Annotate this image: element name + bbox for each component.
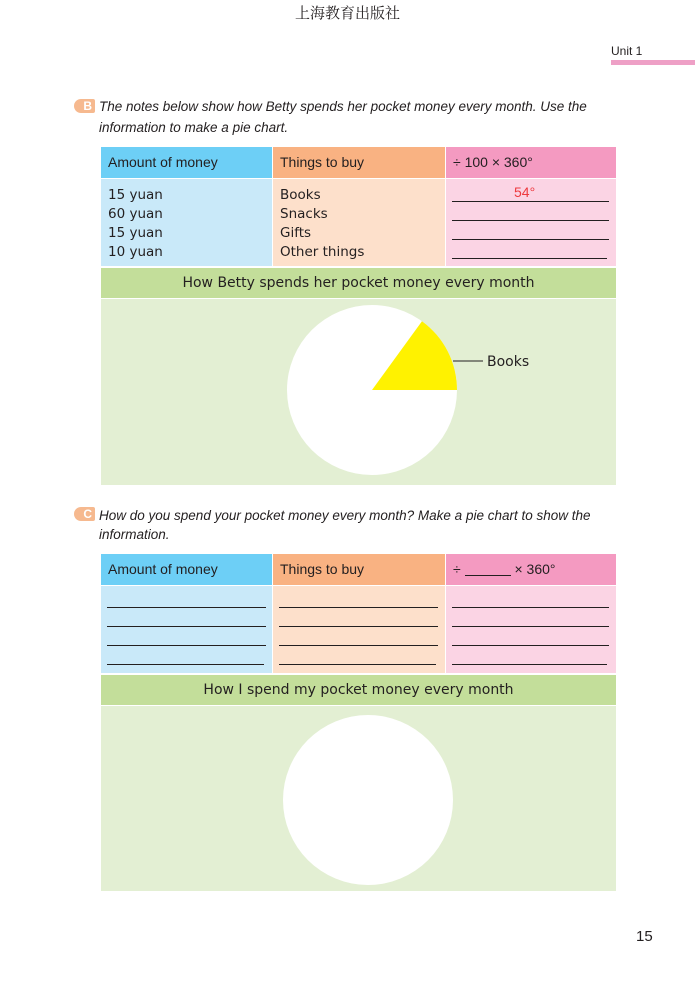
blank-line[interactable]: [279, 607, 438, 608]
blank-line[interactable]: [107, 626, 266, 627]
pie-chart-b: [101, 299, 616, 485]
answer-column: [446, 586, 616, 673]
divisor-blank[interactable]: [465, 561, 511, 576]
pie-c-circle[interactable]: [283, 715, 453, 885]
answer-line[interactable]: [452, 220, 609, 221]
page-number: 15: [636, 928, 653, 945]
formula-prefix: ÷: [453, 561, 461, 577]
amount-value: 60 yuan: [108, 206, 163, 222]
blank-line[interactable]: [279, 664, 436, 665]
chart-b-title: How Betty spends her pocket money every month: [101, 268, 616, 298]
thing-value: Other things: [280, 244, 365, 260]
amount-column: [101, 179, 272, 266]
publisher-name: 上海教育出版社: [294, 4, 400, 22]
section-b-instruction-line1: The notes below show how Betty spends her pocket money every month. Use the: [99, 99, 587, 114]
chart-c-title: How I spend my pocket money every month: [101, 675, 616, 705]
answer-value: 54°: [514, 184, 536, 200]
things-header: Things to buy: [273, 147, 445, 178]
slice-label-books: Books: [487, 354, 530, 370]
amount-header: Amount of money: [101, 554, 272, 585]
formula-suffix: × 360°: [514, 561, 556, 577]
blank-line[interactable]: [452, 607, 609, 608]
amount-column: [101, 586, 272, 673]
chart-c-area: [101, 706, 616, 891]
thing-value: Books: [280, 187, 321, 203]
blank-line[interactable]: [452, 664, 607, 665]
formula-header: ÷ 100 × 360°: [446, 147, 616, 178]
amount-value: 15 yuan: [108, 187, 163, 203]
blank-line[interactable]: [279, 626, 438, 627]
answer-line[interactable]: [452, 239, 609, 240]
pie-chart-c: [101, 706, 616, 891]
answer-column: [446, 179, 616, 266]
section-c-letter: C: [74, 507, 95, 521]
blank-line[interactable]: [107, 607, 266, 608]
unit-label: Unit 1: [611, 44, 643, 58]
amount-value: 15 yuan: [108, 225, 163, 241]
things-column: [273, 586, 445, 673]
section-c-instruction-line1: How do you spend your pocket money every month? Make a pie chart to show the: [99, 508, 591, 523]
things-column: [273, 179, 445, 266]
answer-line[interactable]: [452, 201, 609, 202]
blank-line[interactable]: [452, 645, 609, 646]
formula-header: [446, 554, 616, 585]
blank-line[interactable]: [452, 626, 609, 627]
things-header: Things to buy: [273, 554, 445, 585]
section-c-instruction-line2: information.: [99, 527, 170, 542]
section-b-instruction-line2: information to make a pie chart.: [99, 120, 289, 135]
chart-b-area: [101, 299, 616, 485]
answer-line[interactable]: [452, 258, 607, 259]
section-c-table: [101, 554, 616, 891]
blank-line[interactable]: [107, 645, 266, 646]
section-b-letter: B: [74, 99, 95, 113]
blank-line[interactable]: [279, 645, 438, 646]
amount-header: Amount of money: [101, 147, 272, 178]
thing-value: Snacks: [280, 206, 328, 222]
amount-value: 10 yuan: [108, 244, 163, 260]
blank-line[interactable]: [107, 664, 264, 665]
thing-value: Gifts: [280, 225, 312, 241]
section-b-table: [101, 147, 616, 485]
unit-underline-bar: [611, 60, 695, 65]
